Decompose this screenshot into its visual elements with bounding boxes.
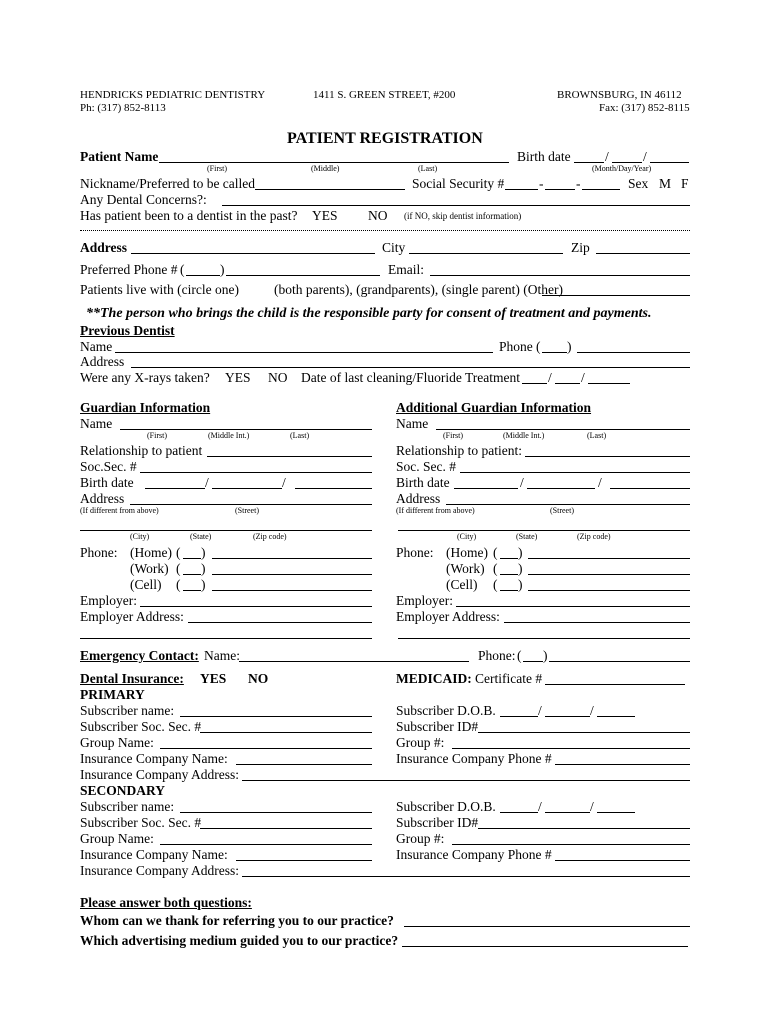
- add-guardian-last-caption: (Last): [587, 431, 607, 440]
- guardian-state-caption: (State): [190, 532, 212, 541]
- secondary-subscriber-name-label: Subscriber name:: [80, 799, 175, 814]
- questions-heading: Please answer both questions:: [80, 895, 252, 910]
- guardian-phone-label: Phone:: [80, 545, 118, 560]
- add-guardian-employer-address-label: Employer Address:: [396, 609, 500, 624]
- secondary-dob-month-field[interactable]: [500, 812, 538, 813]
- preferred-phone-label: Preferred Phone #: [80, 262, 178, 277]
- add-guardian-birth-month-field[interactable]: [454, 488, 518, 489]
- add-guardian-zip-caption: (Zip code): [577, 532, 611, 541]
- insurance-yes[interactable]: YES: [200, 671, 227, 686]
- secondary-ins-co-phone-field[interactable]: [555, 860, 690, 861]
- primary-ins-co-address-label: Insurance Company Address:: [80, 767, 239, 782]
- nickname-field[interactable]: [255, 189, 405, 190]
- add-guardian-street-caption: (Street): [550, 506, 574, 515]
- secondary-subscriber-ssn-field[interactable]: [200, 828, 372, 829]
- add-guardian-home-phone-field[interactable]: [528, 558, 690, 559]
- add-guardian-home-area-field[interactable]: [500, 558, 518, 559]
- sex-label: Sex: [628, 176, 649, 191]
- form-title: PATIENT REGISTRATION: [287, 130, 483, 147]
- add-guardian-home-label: (Home): [446, 545, 488, 560]
- zip-label: Zip: [571, 240, 590, 255]
- secondary-ins-co-phone-label: Insurance Company Phone #: [396, 847, 552, 862]
- add-guardian-relationship-label: Relationship to patient:: [396, 443, 522, 458]
- xray-yes[interactable]: YES: [225, 370, 251, 385]
- lives-with-other-field[interactable]: [542, 295, 690, 296]
- guardian-employer-field[interactable]: [140, 606, 372, 607]
- guardian-home-label: (Home): [130, 545, 172, 560]
- add-guardian-first-caption: (First): [443, 431, 463, 440]
- guardian-first-caption: (First): [147, 431, 167, 440]
- preferred-phone-area-field[interactable]: [186, 275, 220, 276]
- add-guardian-employer-label: Employer:: [396, 593, 453, 608]
- referral-question: Whom can we thank for referring you to our practice?: [80, 913, 394, 928]
- emergency-name-label: Name:: [204, 648, 240, 663]
- concerns-field[interactable]: [222, 205, 690, 206]
- practice-city: BROWNSBURG, IN 46112: [557, 89, 682, 101]
- guardian-home-phone-field[interactable]: [212, 558, 372, 559]
- secondary-subscriber-dob-label: Subscriber D.O.B.: [396, 799, 496, 814]
- responsible-party-notice: **The person who brings the child is the responsible party for consent of treatment and payments.: [86, 306, 652, 321]
- birth-year-field[interactable]: [650, 162, 689, 163]
- guardian-work-label: (Work): [130, 561, 169, 576]
- primary-ins-co-name-label: Insurance Company Name:: [80, 751, 228, 766]
- xray-question: Were any X-rays taken?: [80, 370, 210, 385]
- secondary-group-number-field[interactable]: [452, 844, 690, 845]
- primary-group-number-label: Group #:: [396, 735, 445, 750]
- secondary-ins-co-name-field[interactable]: [236, 860, 372, 861]
- prev-dentist-phone-area-field[interactable]: [542, 352, 567, 353]
- medicaid-label: MEDICAID:: [396, 671, 472, 686]
- guardian-last-caption: (Last): [290, 431, 310, 440]
- add-guardian-birth-year-field[interactable]: [610, 488, 690, 489]
- practice-phone: Ph: (317) 852-8113: [80, 102, 166, 114]
- guardian-ssn-field[interactable]: [140, 472, 372, 473]
- emergency-phone-field[interactable]: [549, 661, 690, 662]
- add-guardian-city-caption: (City): [457, 532, 477, 541]
- guardian-birth-month-field[interactable]: [145, 488, 205, 489]
- guardian-street-caption: (Street): [235, 506, 259, 515]
- secondary-ins-co-address-field[interactable]: [242, 876, 690, 877]
- preferred-phone-field[interactable]: [226, 275, 380, 276]
- secondary-subscriber-ssn-label: Subscriber Soc. Sec. #: [80, 815, 202, 830]
- practice-fax: Fax: (317) 852-8115: [599, 102, 690, 114]
- add-guardian-cell-label: (Cell): [446, 577, 478, 592]
- guardian-heading: Guardian Information: [80, 400, 211, 415]
- ssn-part2-field[interactable]: [545, 189, 575, 190]
- secondary-group-name-field[interactable]: [160, 844, 372, 845]
- address-label: Address: [80, 240, 128, 255]
- add-guardian-address-field[interactable]: [446, 504, 690, 505]
- guardian-employer-address-field-2[interactable]: [80, 638, 372, 639]
- prev-dentist-address-label: Address: [80, 354, 125, 369]
- guardian-city-caption: (City): [130, 532, 150, 541]
- emergency-name-field[interactable]: [239, 661, 469, 662]
- middle-caption: (Middle): [311, 164, 340, 173]
- primary-group-name-field[interactable]: [160, 748, 372, 749]
- guardian-work-area-field[interactable]: [183, 574, 201, 575]
- sex-m-option[interactable]: M: [659, 176, 672, 191]
- sex-f-option[interactable]: F: [681, 176, 689, 191]
- add-guardian-middle-caption: (Middle Int.): [503, 431, 545, 440]
- first-caption: (First): [207, 164, 227, 173]
- dental-insurance-label: Dental Insurance:: [80, 671, 184, 686]
- guardian-home-area-field[interactable]: [183, 558, 201, 559]
- skip-note: (if NO, skip dentist information): [404, 211, 522, 221]
- ssn-part3-field[interactable]: [582, 189, 620, 190]
- secondary-heading: SECONDARY: [80, 783, 166, 798]
- add-guardian-cell-phone-field[interactable]: [528, 590, 690, 591]
- add-guardian-state-caption: (State): [516, 532, 538, 541]
- prior-dentist-no[interactable]: NO: [368, 208, 388, 223]
- medicaid-certificate-field[interactable]: [545, 684, 685, 685]
- primary-subscriber-name-label: Subscriber name:: [80, 703, 175, 718]
- advertising-answer-field[interactable]: [402, 946, 688, 947]
- guardian-employer-address-field[interactable]: [188, 622, 372, 623]
- primary-ins-co-phone-label: Insurance Company Phone #: [396, 751, 552, 766]
- add-guardian-relationship-field[interactable]: [525, 456, 690, 457]
- secondary-subscriber-id-field[interactable]: [478, 828, 690, 829]
- secondary-dob-day-field[interactable]: [545, 812, 590, 813]
- prev-dentist-phone-field[interactable]: [577, 352, 690, 353]
- primary-ins-co-phone-field[interactable]: [555, 764, 690, 765]
- primary-subscriber-name-field[interactable]: [180, 716, 372, 717]
- primary-group-number-field[interactable]: [452, 748, 690, 749]
- ssn-label: Social Security #: [412, 176, 505, 191]
- birth-month-field[interactable]: [574, 162, 604, 163]
- guardian-employer-label: Employer:: [80, 593, 137, 608]
- add-guardian-address-label: Address: [396, 491, 441, 506]
- guardian-birth-year-field[interactable]: [295, 488, 372, 489]
- guardian-birth-label: Birth date: [80, 475, 134, 490]
- secondary-group-name-label: Group Name:: [80, 831, 154, 846]
- guardian-middle-caption: (Middle Int.): [208, 431, 250, 440]
- guardian-address-label: Address: [80, 491, 125, 506]
- primary-subscriber-dob-label: Subscriber D.O.B.: [396, 703, 496, 718]
- add-guardian-work-label: (Work): [446, 561, 485, 576]
- birth-day-field[interactable]: [612, 162, 642, 163]
- zip-field[interactable]: [596, 253, 690, 254]
- patient-name-field[interactable]: [159, 162, 509, 163]
- guardian-name-label: Name: [80, 416, 113, 431]
- primary-subscriber-ssn-field[interactable]: [200, 732, 372, 733]
- primary-ins-co-name-field[interactable]: [236, 764, 372, 765]
- add-guardian-name-field[interactable]: [436, 429, 690, 430]
- practice-street: 1411 S. GREEN STREET, #200: [313, 89, 456, 101]
- guardian-work-phone-field[interactable]: [212, 574, 372, 575]
- primary-subscriber-ssn-label: Subscriber Soc. Sec. #: [80, 719, 202, 734]
- add-guardian-name-label: Name: [396, 416, 429, 431]
- insurance-no[interactable]: NO: [248, 671, 269, 686]
- city-label: City: [382, 240, 406, 255]
- guardian-cell-phone-field[interactable]: [212, 590, 372, 591]
- add-guardian-if-different: (If different from above): [396, 506, 475, 515]
- cleaning-year-field[interactable]: [588, 383, 630, 384]
- city-field[interactable]: [409, 253, 563, 254]
- guardian-cell-area-field[interactable]: [183, 590, 201, 591]
- add-guardian-work-phone-field[interactable]: [528, 574, 690, 575]
- lives-with-label: Patients live with (circle one): [80, 282, 239, 297]
- add-guardian-phone-label: Phone:: [396, 545, 434, 560]
- add-guardian-ssn-field[interactable]: [460, 472, 690, 473]
- emergency-phone-area-field[interactable]: [523, 661, 543, 662]
- registration-form: HENDRICKS PEDIATRIC DENTISTRY Ph: (317) 852-8113 1411 S. GREEN STREET, #200 BROWNSBURG, IN 46112 Fax: (317) 852-8115 PATIENT REGISTRATION Patient Name (First) (Middle) (Last) Birth date / / (Month/Day/Year) Nickname/Preferred to be called Social Security # - - Sex M F Any Dental Concerns?: Has patient been to a dentist in the past? YES NO (if NO, skip dentist information) Address City Zip Preferred Phone # ( ) Email: Patients live with (circle one) (both parents), (grandparents), (single parent) (Other) **The person who brings the child is the responsible party for consent of treatment and payments. Previous Dentist Name Phone ( ) Address Were any X-rays taken? YES NO Date of last cleaning/Fluoride Treatment / / Guardian Information Name (First) (Middle Int.) (Last) Relationship to patient Soc.Sec. # Birth date / / Address (If different from above) (Street) (City) (State) (Zip code) Phone: (Home) ( ) (Work) ( ) (Cell) ( ) Employer: Employer Address: Additional Guardian Information Name (First) (Middle Int.) (Last) Relationship to patient: Soc. Sec. # Birth date / / Address (If different from above) (Street) (City) (State) (Zip code) Phone: (Home) ( ) (Work) ( ) (Cell) ( ) Employer: Employer Address: Emergency Contact: Name: Phone: ( ) Dental Insurance: YES NO MEDICAID: Certificate # PRIMARY Subscriber name: Subscriber D.O.B. / / Subscriber Soc. Sec. # Subscriber ID# Group Name: Group #: Insurance Company Name: Insurance Company Phone # Insurance Company Address: SECONDARY Subscriber name: Subscriber D.O.B. / / Subscriber Soc. Sec. # Subscriber ID# Group Name: Group #: Insurance Company Name: Insurance Company Phone # Insurance Company Address: Please answer both questions: Whom can we thank for referring you to our practice? Which advertising medium guided you to our practice?: [80, 89, 690, 948]
- prev-dentist-name-label: Name: [80, 339, 113, 354]
- secondary-ins-co-name-label: Insurance Company Name:: [80, 847, 228, 862]
- email-field[interactable]: [430, 275, 690, 276]
- advertising-question: Which advertising medium guided you to our practice?: [80, 933, 399, 948]
- add-guardian-work-area-field[interactable]: [500, 574, 518, 575]
- prev-dentist-name-field[interactable]: [115, 352, 493, 353]
- ssn-part1-field[interactable]: [505, 189, 538, 190]
- email-label: Email:: [388, 262, 424, 277]
- guardian-birth-day-field[interactable]: [212, 488, 282, 489]
- add-guardian-birth-day-field[interactable]: [527, 488, 595, 489]
- guardian-city-state-zip-field[interactable]: [80, 530, 372, 531]
- guardian-name-field[interactable]: [120, 429, 372, 430]
- secondary-dob-year-field[interactable]: [597, 812, 635, 813]
- primary-subscriber-id-label: Subscriber ID#: [396, 719, 479, 734]
- add-guardian-employer-field[interactable]: [456, 606, 690, 607]
- emergency-contact-label: Emergency Contact:: [80, 648, 199, 663]
- section-divider: [80, 230, 690, 231]
- primary-ins-co-address-field[interactable]: [242, 780, 690, 781]
- secondary-ins-co-address-label: Insurance Company Address:: [80, 863, 239, 878]
- add-guardian-birth-label: Birth date: [396, 475, 450, 490]
- prior-dentist-question: Has patient been to a dentist in the past?: [80, 208, 298, 223]
- cleaning-month-field[interactable]: [522, 383, 547, 384]
- last-caption: (Last): [418, 164, 438, 173]
- cleaning-day-field[interactable]: [555, 383, 580, 384]
- previous-dentist-heading: Previous Dentist: [80, 323, 175, 338]
- prev-dentist-address-field[interactable]: [131, 367, 690, 368]
- add-guardian-city-state-zip-field[interactable]: [398, 530, 690, 531]
- secondary-subscriber-name-field[interactable]: [180, 812, 372, 813]
- guardian-cell-label: (Cell): [130, 577, 162, 592]
- add-guardian-employer-address-field-2[interactable]: [398, 638, 690, 639]
- secondary-group-number-label: Group #:: [396, 831, 445, 846]
- primary-subscriber-id-field[interactable]: [478, 732, 690, 733]
- guardian-address-field[interactable]: [130, 504, 372, 505]
- address-field[interactable]: [131, 253, 375, 254]
- guardian-relationship-label: Relationship to patient: [80, 443, 203, 458]
- primary-group-name-label: Group Name:: [80, 735, 154, 750]
- guardian-relationship-field[interactable]: [207, 456, 372, 457]
- add-guardian-cell-area-field[interactable]: [500, 590, 518, 591]
- guardian-if-different: (If different from above): [80, 506, 159, 515]
- primary-dob-month-field[interactable]: [500, 716, 538, 717]
- add-guardian-ssn-label: Soc. Sec. #: [396, 459, 456, 474]
- cleaning-date-label: Date of last cleaning/Fluoride Treatment: [301, 370, 520, 385]
- add-guardian-employer-address-field[interactable]: [504, 622, 690, 623]
- prev-dentist-phone-label: Phone: [499, 339, 533, 354]
- birth-date-label: Birth date: [517, 149, 571, 164]
- xray-no[interactable]: NO: [268, 370, 288, 385]
- lives-with-options[interactable]: (both parents), (grandparents), (single parent) (Other): [274, 282, 564, 297]
- guardian-zip-caption: (Zip code): [253, 532, 287, 541]
- referral-answer-field[interactable]: [404, 926, 690, 927]
- secondary-subscriber-id-label: Subscriber ID#: [396, 815, 479, 830]
- patient-name-label: Patient Name: [80, 149, 159, 164]
- primary-heading: PRIMARY: [80, 687, 145, 702]
- practice-name: HENDRICKS PEDIATRIC DENTISTRY: [80, 89, 266, 101]
- concerns-label: Any Dental Concerns?:: [80, 192, 207, 207]
- emergency-phone-label: Phone:: [478, 648, 516, 663]
- guardian-ssn-label: Soc.Sec. #: [80, 459, 137, 474]
- nickname-label: Nickname/Preferred to be called: [80, 176, 256, 191]
- prior-dentist-yes[interactable]: YES: [312, 208, 338, 223]
- date-format-caption: (Month/Day/Year): [592, 164, 652, 173]
- guardian-employer-address-label: Employer Address:: [80, 609, 184, 624]
- primary-dob-year-field[interactable]: [597, 716, 635, 717]
- additional-guardian-heading: Additional Guardian Information: [396, 400, 592, 415]
- primary-dob-day-field[interactable]: [545, 716, 590, 717]
- certificate-label: Certificate #: [475, 671, 543, 686]
